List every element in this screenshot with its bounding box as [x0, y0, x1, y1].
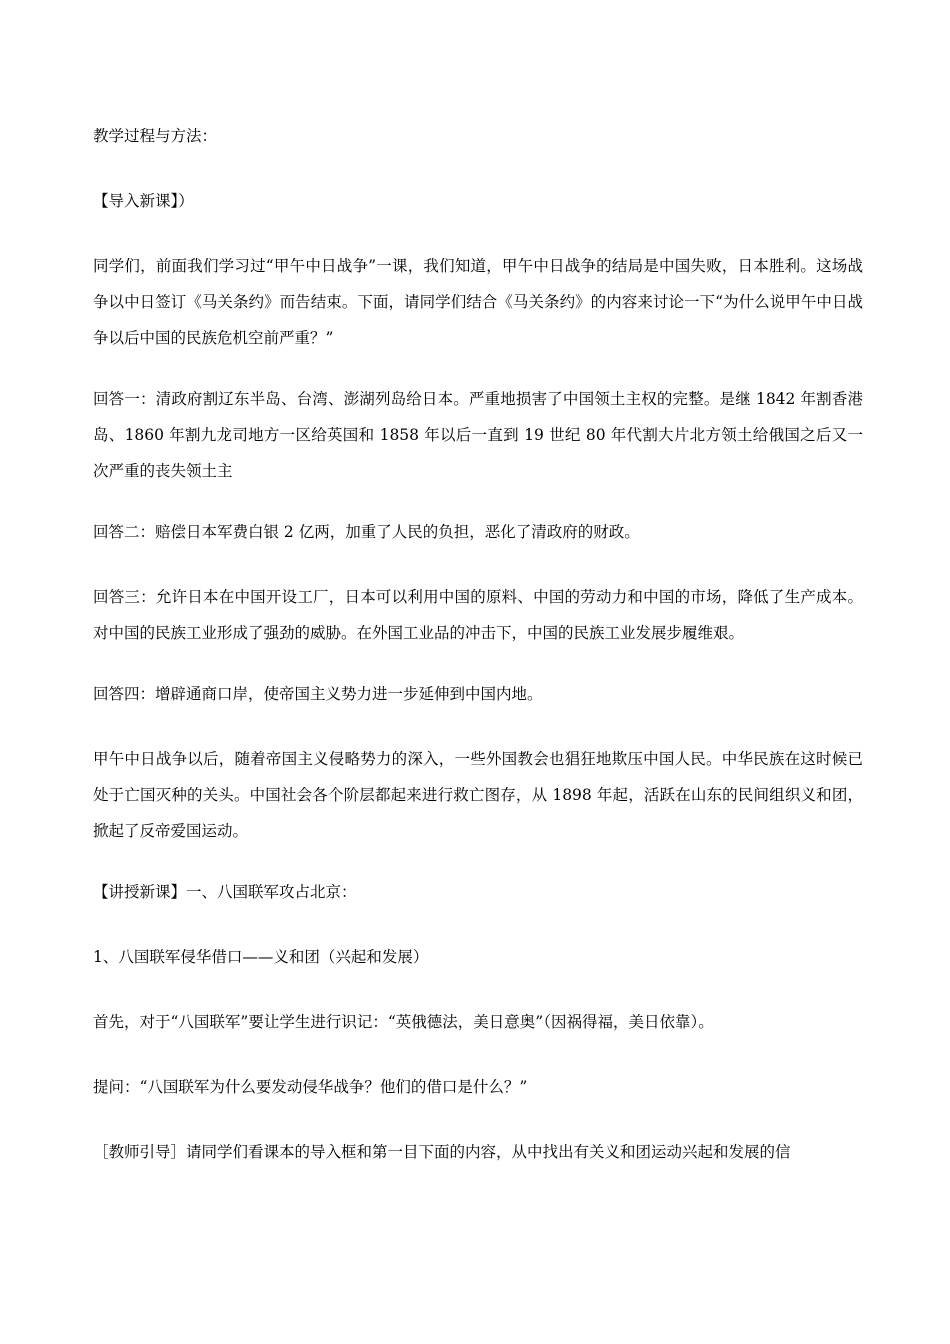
paragraph-boxer-background: 甲午中日战争以后，随着帝国主义侵略势力的深入，一些外国教会也猖狂地欺压中国人民。中华民族在这时候已处于亡国灭种的关头。中国社会各个阶层都起来进行救亡图存，从 1898 年起，活跃在山东的民间组织义和团，掀起了反帝爱国运动。 — [93, 750, 863, 840]
paragraph-memorize-alliance: 首先，对于“八国联军”要让学生进行识记：“英俄德法，美日意奥”（因祸得福，美日依靠）。 — [93, 1013, 714, 1031]
section-heading-teaching-process: 教学过程与方法： — [93, 127, 218, 145]
paragraph-answer-two: 回答二：赔偿日本军费白银 2 亿两，加重了人民的负担，恶化了清政府的财政。 — [93, 523, 640, 541]
paragraph-answer-four: 回答四：增辟通商口岸，使帝国主义势力进一步延伸到中国内地。 — [93, 685, 543, 703]
paragraph-teacher-guide: ［教师引导］请同学们看课本的导入框和第一目下面的内容，从中找出有关义和团运动兴起和发展的信 — [93, 1143, 791, 1161]
section-heading-intro: 【导入新课】） — [93, 192, 194, 210]
paragraph-answer-one: 回答一：清政府割辽东半岛、台湾、澎湖列岛给日本。严重地损害了中国领土主权的完整。是继 1842 年割香港岛、1860 年割九龙司地方一区给英国和 1858 年以后一直到 19 世纪 80 年代割大片北方领土给俄国之后又一次严重的丧失领土主 — [93, 390, 863, 480]
document-body — [93, 118, 863, 1199]
section-heading-new-lesson: 【讲授新课】一、八国联军攻占北京： — [93, 883, 357, 901]
paragraph-answer-three: 回答三：允许日本在中国开设工厂，日本可以利用中国的原料、中国的劳动力和中国的市场，降低了生产成本。对中国的民族工业形成了强劲的威胁。在外国工业品的冲击下，中国的民族工业发展步履维艰。 — [93, 588, 863, 642]
subsection-heading-pretext: 1、八国联军侵华借口——义和团（兴起和发展） — [93, 948, 429, 966]
paragraph-question: 提问：“八国联军为什么要发动侵华战争？他们的借口是什么？” — [93, 1078, 528, 1096]
paragraph-intro-discussion: 同学们，前面我们学习过“甲午中日战争”一课，我们知道，甲午中日战争的结局是中国失败，日本胜利。这场战争以中日签订《马关条约》而告结束。下面，请同学们结合《马关条约》的内容来讨论一下“为什么说甲午中日战争以后中国的民族危机空前严重？” — [93, 257, 863, 347]
